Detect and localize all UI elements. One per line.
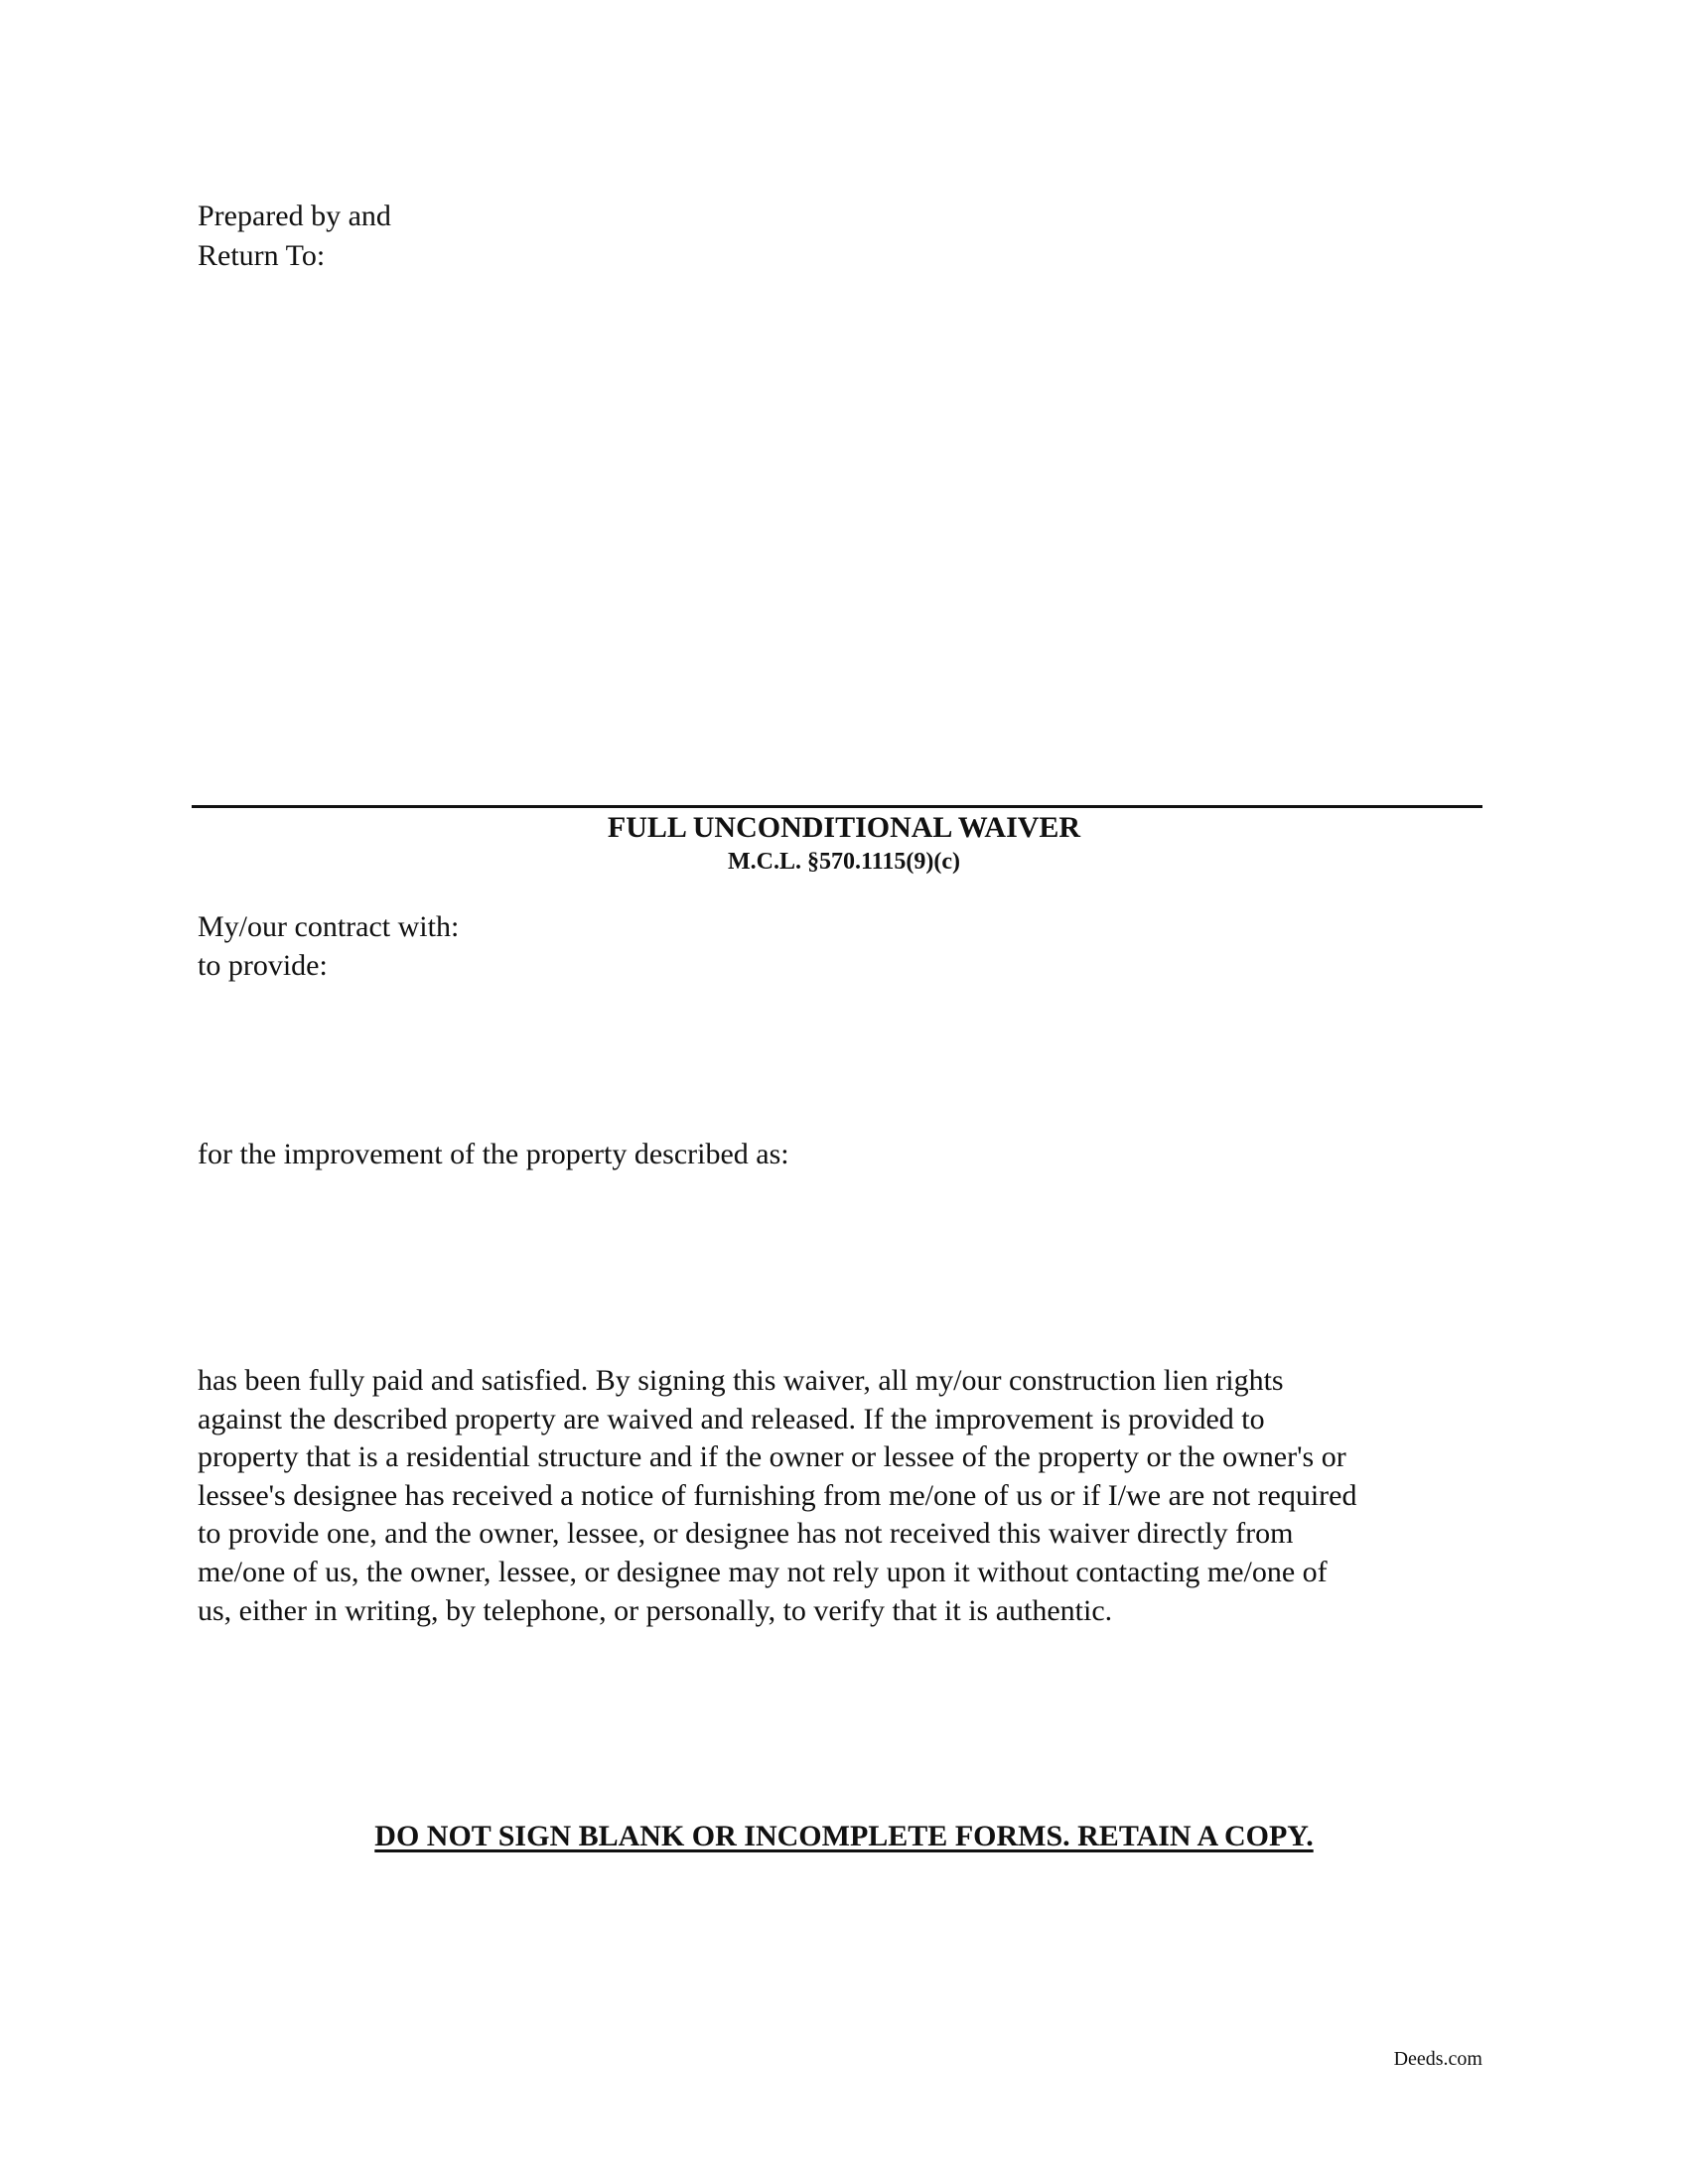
waiver-line: us, either in writing, by telephone, or personally, to verify that it is authentic. <box>198 1593 1113 1627</box>
contract-block <box>198 907 459 985</box>
waiver-line: me/one of us, the owner, lessee, or designee may not rely upon it without contacting me/one of <box>198 1555 1328 1588</box>
prepared-by-block <box>198 197 391 276</box>
property-description-label: for the improvement of the property described as: <box>198 1138 789 1170</box>
statute-reference: M.C.L. §570.1115(9)(c) <box>728 849 960 875</box>
to-provide-label: to provide: <box>198 949 328 982</box>
waiver-line: property that is a residential structure and if the owner or lessee of the property or the owner's or <box>198 1440 1346 1474</box>
contract-with-label: My/our contract with: <box>198 910 460 943</box>
waiver-line: to provide one, and the owner, lessee, or designee has not received this waiver directly from <box>198 1517 1294 1551</box>
waiver-line: lessee's designee has received a notice of furnishing from me/one of us or if I/we are not required <box>198 1478 1357 1512</box>
footer-brand: Deeds.com <box>1393 2048 1482 2070</box>
prepared-by-label: Prepared by and <box>198 200 391 232</box>
waiver-line: against the described property are waived and released. If the improvement is provided to <box>198 1402 1265 1435</box>
waiver-paragraph <box>198 1362 1498 1630</box>
form-title: FULL UNCONDITIONAL WAIVER <box>607 811 1081 844</box>
waiver-line: has been fully paid and satisfied. By signing this waiver, all my/our construction lien rights <box>198 1364 1284 1397</box>
return-to-label: Return To: <box>198 239 326 272</box>
warning-notice: DO NOT SIGN BLANK OR INCOMPLETE FORMS. RETAIN A COPY. <box>374 1820 1314 1852</box>
